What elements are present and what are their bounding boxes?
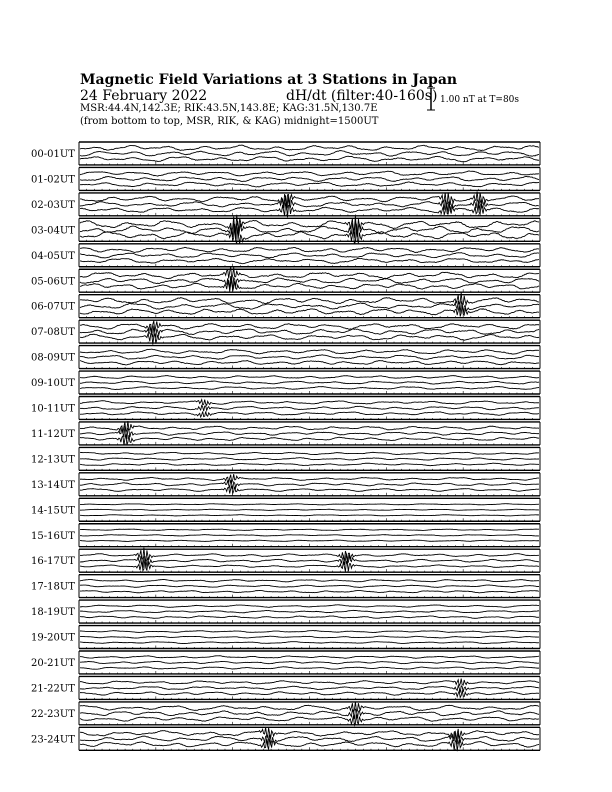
trace-kag bbox=[80, 321, 539, 333]
hour-panel bbox=[31, 142, 540, 165]
trace-rik bbox=[80, 636, 539, 638]
trace-kag bbox=[80, 579, 539, 581]
hour-panel bbox=[31, 575, 540, 598]
hour-label: 03-04UT bbox=[31, 225, 75, 237]
trace-msr bbox=[80, 667, 539, 670]
trace-kag bbox=[80, 605, 539, 608]
hour-label: 19-20UT bbox=[31, 632, 75, 644]
hour-label: 04-05UT bbox=[31, 250, 75, 262]
station-order-note: (from bottom to top, MSR, RIK, & KAG) midnight=1500UT bbox=[80, 116, 379, 127]
hour-panel bbox=[31, 167, 540, 190]
chart-title: Magnetic Field Variations at 3 Stations in Japan bbox=[80, 72, 458, 88]
trace-msr bbox=[80, 156, 539, 162]
trace-rik bbox=[80, 406, 539, 412]
trace-kag bbox=[80, 727, 539, 742]
trace-msr bbox=[80, 642, 539, 644]
chart-date: 24 February 2022 bbox=[80, 88, 208, 104]
hour-panel bbox=[31, 676, 540, 699]
hour-panel bbox=[31, 447, 540, 470]
hour-panel bbox=[31, 600, 540, 623]
trace-msr bbox=[80, 182, 539, 187]
trace-kag bbox=[80, 679, 539, 686]
hour-panel bbox=[31, 626, 540, 649]
trace-kag bbox=[80, 656, 539, 659]
trace-rik bbox=[80, 458, 539, 460]
hour-label: 02-03UT bbox=[31, 199, 75, 211]
trace-msr bbox=[80, 463, 539, 466]
hour-label: 10-11UT bbox=[31, 403, 75, 415]
hour-panel bbox=[31, 192, 540, 218]
hour-label: 01-02UT bbox=[31, 174, 75, 186]
hour-panel bbox=[31, 498, 540, 521]
trace-kag bbox=[80, 529, 539, 530]
trace-msr bbox=[80, 590, 539, 592]
trace-msr bbox=[80, 361, 539, 365]
station-coordinates: MSR:44.4N,142.3E; RIK:43.5N,143.8E; KAG:31.5N,130.7E bbox=[80, 103, 378, 114]
trace-rik bbox=[80, 151, 539, 157]
trace-kag bbox=[80, 376, 539, 379]
trace-kag bbox=[80, 349, 539, 354]
hour-label: 12-13UT bbox=[31, 454, 75, 466]
hour-panel bbox=[31, 371, 540, 394]
trace-kag bbox=[80, 400, 539, 406]
hour-panel bbox=[31, 651, 540, 674]
trace-kag bbox=[80, 631, 539, 633]
hour-label: 18-19UT bbox=[31, 607, 75, 619]
hour-label: 11-12UT bbox=[31, 428, 75, 440]
hour-label: 23-24UT bbox=[31, 734, 75, 746]
hour-panel bbox=[31, 244, 540, 267]
hour-label: 07-08UT bbox=[31, 327, 75, 339]
trace-kag bbox=[80, 452, 539, 454]
trace-msr bbox=[80, 540, 539, 541]
hour-label: 17-18UT bbox=[31, 581, 75, 593]
hour-panel bbox=[31, 293, 540, 318]
hour-panel bbox=[31, 346, 540, 369]
hour-panel bbox=[31, 727, 540, 751]
hour-panel bbox=[31, 215, 540, 245]
trace-rik bbox=[80, 355, 539, 359]
hour-label: 09-10UT bbox=[31, 378, 75, 390]
trace-kag bbox=[80, 474, 539, 483]
trace-rik bbox=[80, 686, 539, 693]
trace-kag bbox=[80, 145, 539, 150]
chart-quantity: dH/dt (filter:40-160s) bbox=[286, 88, 438, 104]
trace-rik bbox=[80, 381, 539, 384]
trace-kag bbox=[80, 504, 539, 505]
trace-msr bbox=[80, 387, 539, 390]
trace-rik bbox=[80, 661, 539, 663]
hour-panel bbox=[31, 702, 540, 726]
trace-msr bbox=[80, 515, 539, 516]
hour-label: 14-15UT bbox=[31, 505, 75, 517]
trace-kag bbox=[80, 702, 539, 712]
trace-kag bbox=[80, 247, 539, 252]
hour-label: 15-16UT bbox=[31, 530, 75, 542]
hour-panel bbox=[31, 421, 540, 445]
hour-label: 06-07UT bbox=[31, 301, 75, 313]
trace-msr bbox=[80, 411, 539, 417]
trace-rik bbox=[80, 480, 539, 489]
trace-kag bbox=[80, 421, 539, 433]
hour-panel bbox=[31, 524, 540, 547]
hour-panel bbox=[31, 266, 540, 292]
trace-kag bbox=[80, 266, 539, 279]
trace-rik bbox=[80, 610, 539, 612]
hour-label: 20-21UT bbox=[31, 658, 75, 669]
hour-panel bbox=[31, 548, 540, 572]
scale-bar-label: 1.00 nT at T=80s bbox=[440, 95, 520, 105]
trace-kag bbox=[80, 171, 539, 176]
hour-panel bbox=[31, 473, 540, 496]
trace-rik bbox=[80, 253, 539, 258]
trace-kag bbox=[80, 192, 539, 208]
trace-msr bbox=[80, 616, 539, 618]
trace-rik bbox=[80, 176, 539, 181]
trace-rik bbox=[80, 509, 539, 510]
hour-label: 21-22UT bbox=[31, 683, 75, 695]
trace-msr bbox=[80, 258, 539, 263]
trace-rik bbox=[80, 585, 539, 587]
trace-rik bbox=[80, 535, 539, 536]
hour-label: 00-01UT bbox=[31, 149, 75, 160]
hour-label: 05-06UT bbox=[31, 276, 75, 288]
hour-panel bbox=[31, 397, 540, 420]
hour-label: 13-14UT bbox=[31, 479, 75, 491]
trace-msr bbox=[80, 485, 539, 493]
hour-label: 22-23UT bbox=[31, 708, 75, 720]
hour-panel bbox=[31, 320, 540, 344]
hour-label: 08-09UT bbox=[31, 352, 75, 364]
hour-label: 16-17UT bbox=[31, 556, 75, 568]
